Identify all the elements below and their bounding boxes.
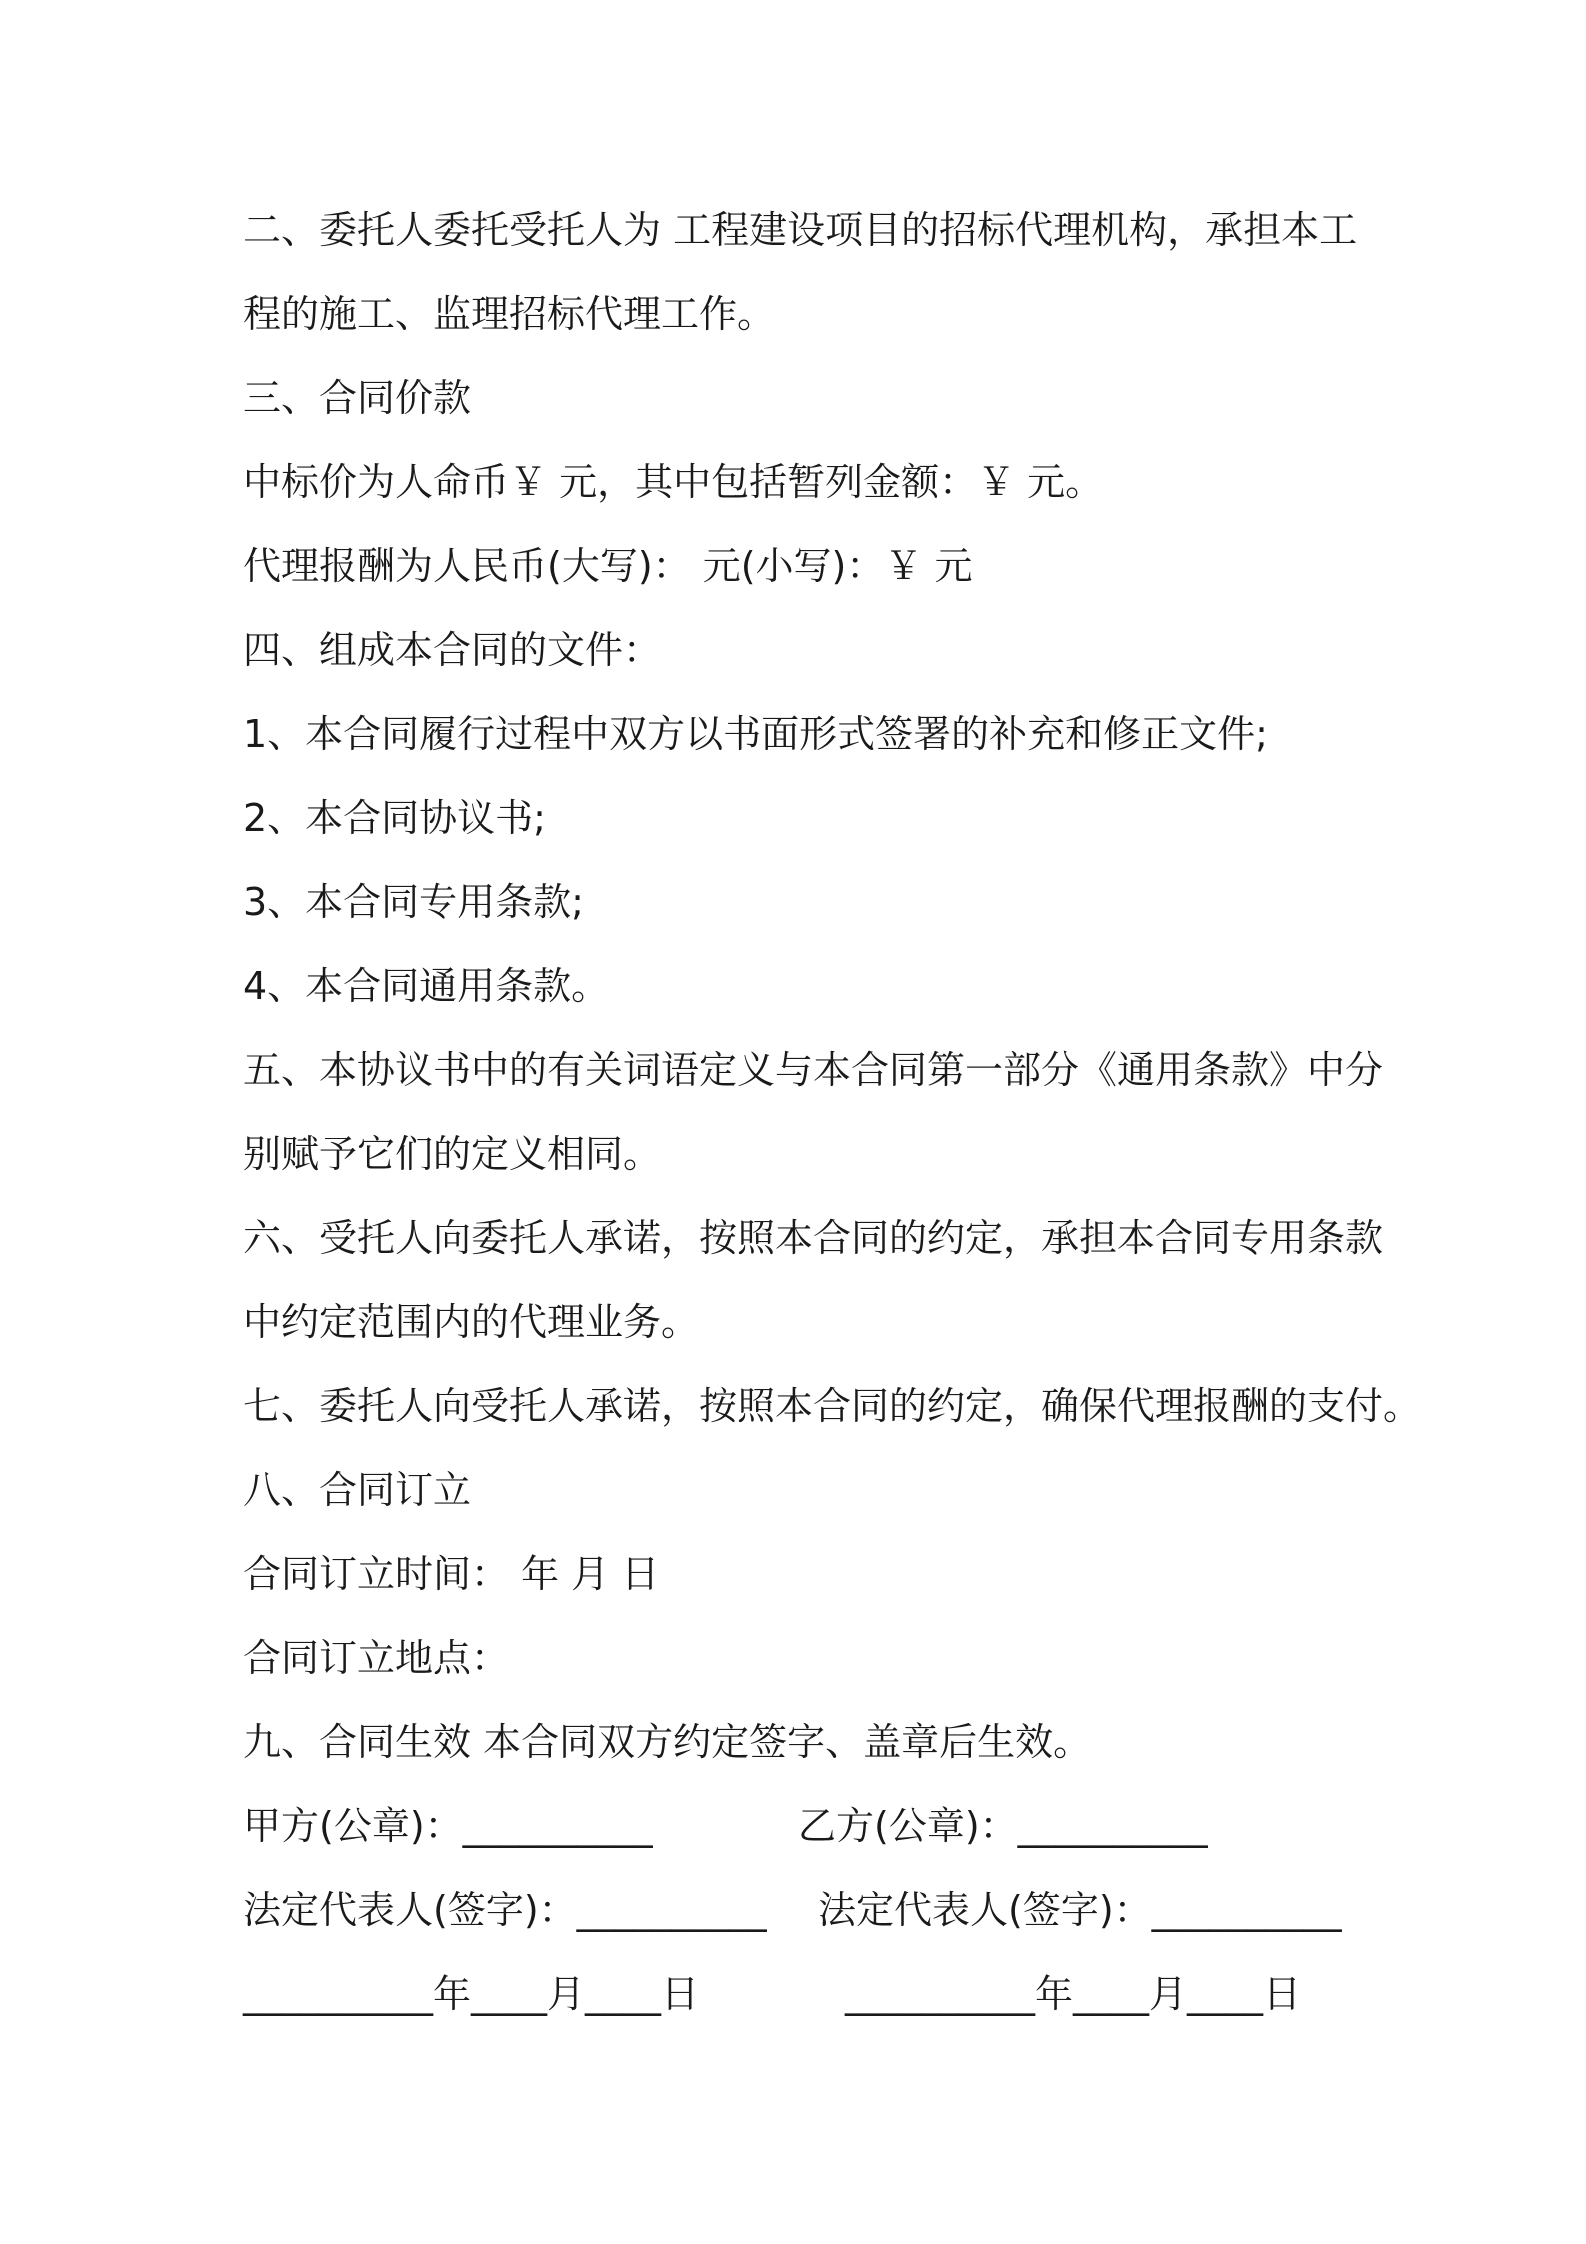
clause-2-line-2: 程的施工、监理招标代理工作。 [243, 292, 776, 336]
bid-price-line: 中标价为人命币￥ 元，其中包括暂列金额：￥ 元。 [243, 460, 1104, 504]
signing-place-line: 合同订立地点： [243, 1636, 510, 1680]
party-a-date: __________年____月____日 [243, 1972, 700, 2016]
party-a-seal: 甲方(公章)：__________ [243, 1804, 653, 1848]
document-item-4: 4、本合同通用条款。 [243, 964, 610, 1008]
document-item-3: 3、本合同专用条款; [243, 880, 584, 924]
clause-6-line-2: 中约定范围内的代理业务。 [243, 1300, 700, 1344]
party-b-seal: 乙方(公章)：__________ [798, 1804, 1208, 1848]
clause-6-line-1: 六、受托人向委托人承诺，按照本合同的约定，承担本合同专用条款 [243, 1216, 1384, 1260]
document-item-1: 1、本合同履行过程中双方以书面形式签署的补充和修正文件; [243, 712, 1268, 756]
clause-5-line-2: 别赋予它们的定义相同。 [243, 1132, 662, 1176]
party-b-representative: 法定代表人(签字)：__________ [818, 1888, 1342, 1932]
clause-2-line-1: 二、委托人委托受托人为 工程建设项目的招标代理机构，承担本工 [243, 208, 1358, 252]
clause-9-line: 九、合同生效 本合同双方约定签字、盖章后生效。 [243, 1720, 1092, 1764]
document-item-2: 2、本合同协议书; [243, 796, 546, 840]
clause-7-line: 七、委托人向受托人承诺，按照本合同的约定，确保代理报酬的支付。 [243, 1384, 1422, 1428]
clause-4-heading: 四、组成本合同的文件： [243, 628, 662, 672]
clause-3-heading: 三、合同价款 [243, 376, 472, 420]
signing-date-line: 合同订立时间： 年 月 日 [243, 1552, 660, 1596]
agency-fee-line: 代理报酬为人民币(大写)： 元(小写)：￥ 元 [243, 544, 973, 588]
party-b-date: __________年____月____日 [845, 1972, 1302, 2016]
clause-5-line-1: 五、本协议书中的有关词语定义与本合同第一部分《通用条款》中分 [243, 1048, 1384, 1092]
clause-8-heading: 八、合同订立 [243, 1468, 472, 1512]
party-a-representative: 法定代表人(签字)：__________ [243, 1888, 767, 1932]
